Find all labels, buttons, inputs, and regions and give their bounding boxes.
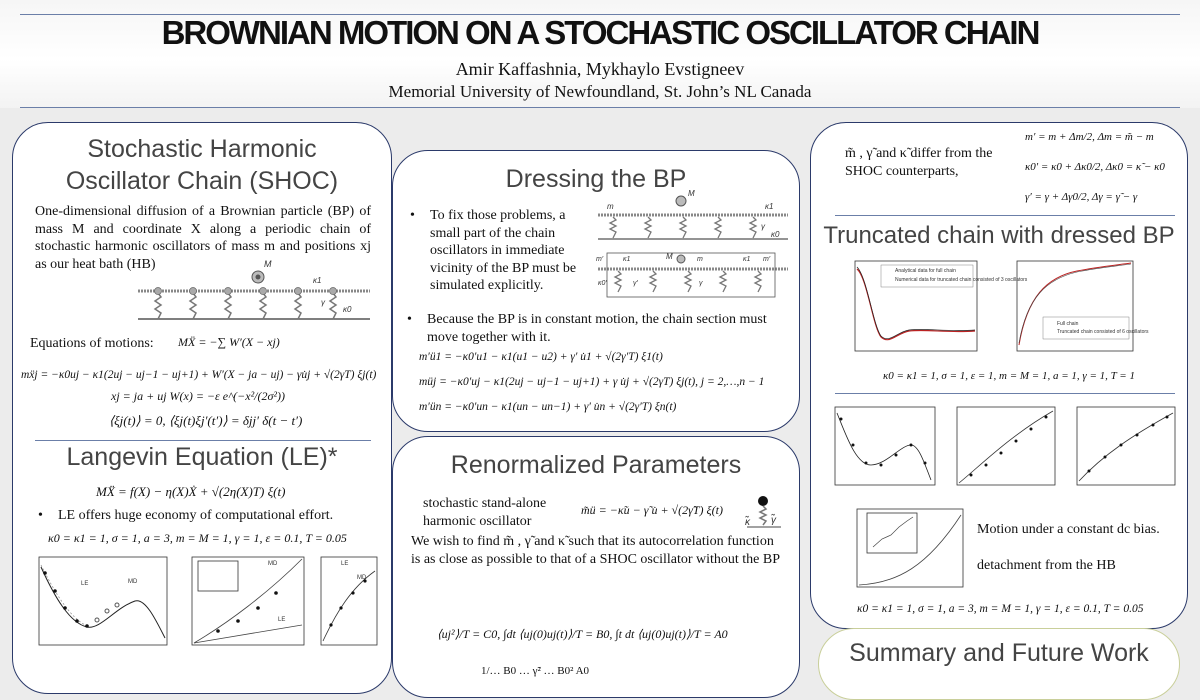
shoc-panel [12, 122, 392, 694]
eom-eq-noise: ⟨ξj(t)⟩ = 0, ⟨ξj(t)ξj′(t′)⟩ = δjj′ δ(t − t′) [109, 413, 303, 428]
renorm-wish-text: We wish to find m̃ , γ̃ and κ̃ such that its autocorrelation function is as close as possible to that of a SHOC oscillator without the BP [411, 534, 781, 567]
poster-affiliation: Memorial University of Newfoundland, St. John’s NL Canada [388, 82, 812, 101]
eom-eq-chain: mẍj = −κ0uj − κ1(2uj − uj−1 − uj+1) + W′(X − ja − uj) − γu̇j + √(2γT) ξj(t) [21, 369, 377, 381]
dress-fig-k1b: κ1 [623, 256, 631, 263]
langevin-bullet: • LE offers huge economy of computational effort. [58, 507, 333, 525]
poster-header [0, 0, 1200, 108]
trunc-mid-divider [835, 393, 1175, 394]
differ-eq-g: γ′ = γ + Δγ0/2, Δγ = γ̃ − γ [1025, 191, 1138, 203]
dc-plot-2 [941, 405, 1059, 495]
plot2-le-label: LE [278, 617, 286, 623]
dressing-title: Dressing the BP [505, 165, 687, 193]
autocorr-legend-1: Analytical data for full chain [895, 268, 956, 274]
dress-fig-mprime: m′ [596, 256, 604, 263]
poster-title: BROWNIAN MOTION ON A STOCHASTIC OSCILLATOR CHAIN [161, 14, 1039, 51]
langevin-title: Langevin Equation (LE)* [66, 443, 338, 471]
diffusion-legend-2: Truncated chain consisted of 6 oscillators [1057, 329, 1149, 335]
trunc-top-divider [835, 215, 1175, 216]
plot1-md-label: MD [128, 579, 138, 585]
dressing-bullet-2: • Because the BP is in constant motion, the chain section must move together with it. [427, 311, 777, 346]
le-md-plot-3 [311, 553, 381, 653]
dress-fig-mprime2: m′ [763, 256, 771, 263]
dc-plot-1 [821, 405, 939, 495]
shoc-fig-mass-label: M [264, 259, 272, 269]
dress-fig-g: γ [761, 222, 765, 231]
dress-fig-M: M [688, 189, 695, 198]
langevin-eq: MẌ = f(X) − η(X)Ẋ + √(2η(X)T) ξ(t) [96, 484, 286, 499]
dress-fig-gb: γ [699, 280, 703, 287]
diffusion-plot [997, 257, 1149, 367]
diffusion-legend-1: Full chain [1057, 321, 1079, 327]
eom-eq-bp: MẌ = −∑ W′(X − xj) [178, 335, 280, 349]
dressing-bullet-1: • To fix those problems, a small part of the chain oscillators in immediate vicinity of the BP must be simulated explicitly. [430, 207, 588, 295]
corr-eq: ⟨uj²⟩/T = C0, ∫dt ⟨uj(0)uj(t)⟩/T = B0, ∫t dt ⟨uj(0)uj(t)⟩/T = A0 [437, 627, 728, 641]
poster-authors: Amir Kaffashnia, Mykhaylo Evstigneev [455, 59, 745, 79]
le-md-plot-2 [178, 553, 310, 653]
differ-eq-k: κ0′ = κ0 + Δκ0/2, Δκ0 = κ̃ − κ0 [1025, 161, 1165, 173]
dressing-chain-figure [593, 189, 793, 299]
dc-bias-plot [847, 507, 967, 593]
plot3-md-label: MD [357, 575, 367, 581]
shoc-fig-kappa1-label: κ1 [313, 276, 322, 285]
dress-fig-gprime: γ′ [633, 280, 638, 287]
detachment-text: detachment from the HB [977, 558, 1116, 573]
shoc-divider [35, 440, 371, 441]
dress-fig-k0: κ0 [771, 230, 780, 239]
shoc-title-line2: Oscillator Chain (SHOC) [65, 167, 339, 195]
shoc-fig-kappa0-label: κ0 [343, 305, 352, 314]
header-bottom-rule [20, 107, 1180, 108]
differ-eq-m: m′ = m + Δm/2, Δm = m̃ − m [1025, 131, 1154, 143]
truncated-title: Truncated chain with dressed BP [823, 222, 1175, 249]
dc-plot-3 [1063, 405, 1179, 495]
differ-text: m̃ , γ̃ and κ̃ differ from the SHOC counterparts, [845, 146, 993, 179]
dressing-eq-last: m′ün = −κ0′un − κ1(un − un−1) + γ′ u̇n + √(2γ′T) ξn(t) [419, 401, 677, 413]
standalone-eq: m̃ü = −κ̃u − γ̃ u̇ + √(2γ̃T) ξ(t) [581, 503, 723, 517]
dc-params: κ0 = κ1 = 1, σ = 1, a = 3, m = M = 1, γ = 1, ε = 0.1, T = 0.05 [857, 603, 1144, 615]
dress-fig-m: m [607, 202, 614, 211]
standalone-text: stochastic stand-alone harmonic oscillator [423, 496, 547, 529]
shoc-fig-gamma-label: γ [321, 298, 325, 307]
shoc-title-line1: Stochastic Harmonic [87, 135, 317, 163]
dc-bias-text: Motion under a constant dc bias. [977, 522, 1160, 537]
le-md-plot-1 [25, 553, 173, 653]
shoc-intro-text: One-dimensional diffusion of a Brownian particle (BP) of mass M and coordinate X along a periodic chain of stochastic harmonic oscillators of mass m and positions xj as our heat bath (HB) [35, 204, 371, 272]
dress-fig-k0prime: κ0′ [598, 280, 607, 287]
plot3-le-label: LE [341, 561, 349, 567]
summary-title: Summary and Future Work [849, 639, 1149, 667]
plot2-md-label: MD [268, 561, 278, 567]
spring-gamma-label: γ̃ [771, 515, 776, 526]
dressing-eq-middle: müj = −κ0′uj − κ1(2uj − uj−1 − uj+1) + γ u̇j + √(2γT) ξj(t), j = 2,…,n − 1 [419, 376, 765, 388]
plot1-le-label: LE [81, 581, 89, 587]
renorm-panel [392, 436, 800, 698]
dress-fig-k1: κ1 [765, 202, 774, 211]
autocorr-plot [837, 257, 1028, 367]
eom-eq-potential: xj = ja + uj W(x) = −ε e^(−x²/(2σ²)) [111, 389, 286, 403]
autocorr-legend-2: Numerical data for truncated chain consisted of 3 oscillators [895, 277, 1028, 283]
summary-panel [818, 628, 1180, 700]
dressing-panel [392, 150, 800, 432]
corr-eq-2: 1/… B0 … γ̃² … B0² A0 [481, 665, 590, 677]
spring-kappa-label: κ̃ [745, 517, 750, 528]
dress-fig-k1c: κ1 [743, 256, 751, 263]
dressing-eq-first: m′ü1 = −κ0′u1 − κ1(u1 − u2) + γ′ u̇1 + √(2γ′T) ξ1(t) [419, 351, 663, 363]
langevin-params: κ0 = κ1 = 1, σ = 1, a = 3, m = M = 1, γ = 1, ε = 0.1, T = 0.05 [48, 531, 347, 545]
dress-fig-mb: m [697, 256, 703, 263]
truncated-panel [810, 122, 1188, 629]
shoc-chain-figure [138, 255, 373, 325]
trunc-params: κ0 = κ1 = 1, σ = 1, ε = 1, m = M = 1, a = 1, γ = 1, T = 1 [883, 370, 1135, 382]
eom-label: Equations of motions: [30, 336, 154, 351]
renorm-title: Renormalized Parameters [450, 451, 742, 479]
dress-fig-Mb: M [666, 252, 673, 261]
